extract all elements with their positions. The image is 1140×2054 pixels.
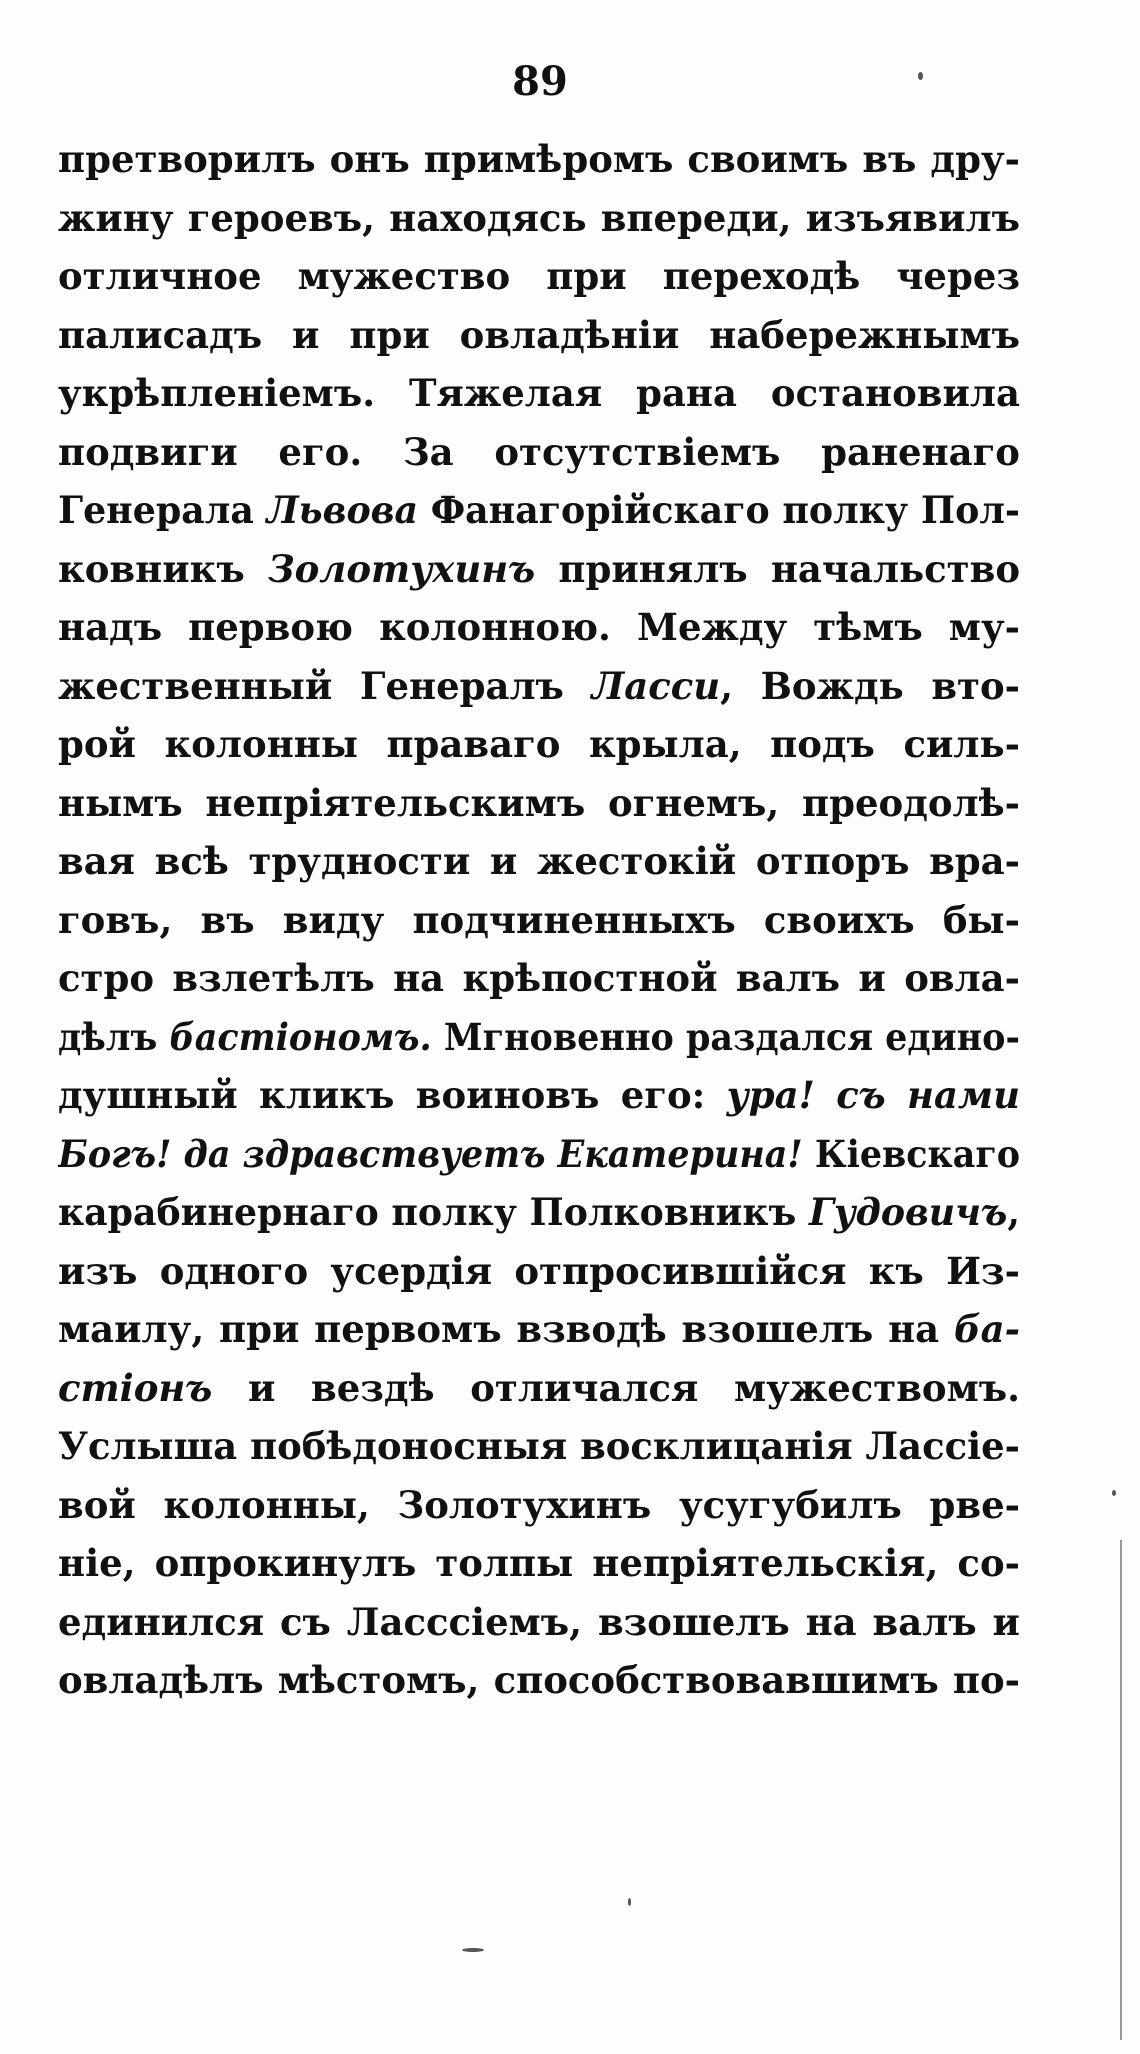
italic-text-run: Ласси [591, 663, 721, 708]
text-run: и вездѣ отличался мужествомъ. [212, 1365, 1020, 1410]
text-run: маилу, при первомъ взводѣ взошелъ на [58, 1307, 954, 1351]
text-line [58, 1125, 1020, 1184]
text-line [58, 1593, 1020, 1652]
text-run: подвиги его. За отсутствіемъ раненаго [58, 429, 1020, 474]
text-run: Кіевскаго [802, 1131, 1020, 1176]
text-run: карабинернаго полку Полковникъ [58, 1190, 809, 1234]
italic-text-run: Богъ! да здравствуетъ Екатерина! [58, 1131, 803, 1176]
print-speck [918, 72, 923, 80]
text-run: Мгновенно раздался едино- [431, 1014, 1020, 1059]
text-run: единился съ Ласссіемъ, взошелъ на валъ и [58, 1599, 1020, 1644]
print-speck [462, 1948, 484, 1952]
text-line [58, 130, 1020, 189]
text-line [58, 832, 1020, 891]
text-line [58, 949, 1020, 1008]
text-run: дѣлъ [58, 1014, 170, 1059]
text-run: укрѣпленіемъ. Тяжелая рана остановила [58, 371, 1020, 415]
text-run: , Вождь вто- [720, 663, 1020, 708]
body-text [58, 130, 1020, 1710]
print-speck [628, 1898, 631, 1906]
text-run: , [1007, 1190, 1020, 1234]
text-run: изъ одного усердія отпросившійся къ Из- [58, 1248, 1020, 1293]
text-run: Генерала [58, 488, 267, 532]
text-run: вая всѣ трудности и жестокій отпоръ вра- [58, 839, 1020, 883]
text-run: говъ, въ виду подчиненныхъ своихъ бы- [58, 897, 1020, 942]
italic-text-run: Львова [266, 488, 419, 532]
text-run: отличное мужество при переходѣ через [58, 254, 1020, 298]
text-line [58, 540, 1020, 599]
text-line [58, 1651, 1020, 1710]
text-line [58, 1534, 1020, 1593]
text-run: жественный Генералъ [58, 663, 592, 708]
text-line [58, 1242, 1020, 1301]
text-line [58, 247, 1020, 306]
text-line [58, 1183, 1020, 1242]
text-run: палисадъ и при овладѣніи набережнымъ [58, 312, 1020, 357]
text-line [58, 189, 1020, 248]
page-number: 89 [512, 58, 568, 105]
text-run: жину героевъ, находясь впереди, изъявилъ [58, 195, 1020, 240]
text-run: рой колонны праваго крыла, подъ силь- [58, 722, 1020, 766]
text-line [58, 891, 1020, 950]
text-line [58, 1359, 1020, 1418]
text-run: стро взлетѣлъ на крѣпостной валъ и овла- [58, 956, 1020, 1000]
text-run: Услыша побѣдоносныя восклицанія Лассіе- [58, 1424, 1020, 1468]
italic-text-run: ура! съ нами [726, 1073, 1020, 1117]
italic-text-run: Золотухинъ [267, 546, 536, 591]
text-line [58, 364, 1020, 423]
text-run: принялъ начальство [535, 546, 1020, 591]
text-line [58, 481, 1020, 540]
text-line [58, 423, 1020, 482]
italic-text-run: Гудовичъ [808, 1190, 1008, 1234]
text-line [58, 1066, 1020, 1125]
text-run: ніе, опрокинулъ толпы непріятельскія, со- [58, 1541, 1020, 1585]
text-run: ковникъ [58, 546, 268, 591]
text-line [58, 1417, 1020, 1476]
text-run: вой колонны, Золотухинъ усугубилъ рве- [58, 1482, 1020, 1527]
text-line [58, 306, 1020, 365]
text-line [58, 715, 1020, 774]
print-speck [1112, 1490, 1116, 1496]
italic-text-run: стіонъ [58, 1365, 213, 1410]
text-line [58, 657, 1020, 716]
italic-text-run: бастіономъ. [169, 1014, 432, 1059]
text-line [58, 598, 1020, 657]
text-line [58, 1300, 1020, 1359]
text-run: овладѣлъ мѣстомъ, способствовавшимъ по- [58, 1658, 1020, 1702]
text-line [58, 1476, 1020, 1535]
italic-text-run: ба- [953, 1307, 1020, 1351]
text-run: Фанагорійскаго полку Пол- [418, 488, 1020, 532]
page-edge-line [1120, 1540, 1122, 2040]
text-run: душный кликъ воиновъ его: [58, 1073, 727, 1117]
text-line [58, 774, 1020, 833]
text-run: претворилъ онъ примѣромъ своимъ въ дру- [58, 137, 1020, 181]
text-line [58, 1008, 1020, 1067]
text-run: надъ первою колонною. Между тѣмъ му- [58, 605, 1020, 649]
text-run: нымъ непріятельскимъ огнемъ, преодолѣ- [58, 780, 1020, 825]
